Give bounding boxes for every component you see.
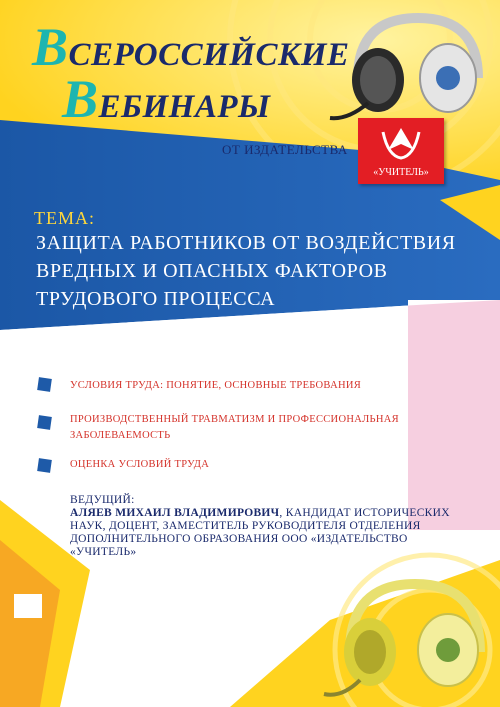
host-line: ДОПОЛНИТЕЛЬНОГО ОБРАЗОВАНИЯ ООО «ИЗДАТЕЛЬСТВО [70, 533, 408, 545]
topic-text: ПРОИЗВОДСТВЕННЫЙ ТРАВМАТИЗМ И ПРОФЕССИОНАЛЬНАЯ [70, 414, 399, 425]
host-title: , КАНДИДАТ ИСТОРИЧЕСКИХ [279, 507, 450, 519]
bullet-square-icon [37, 415, 52, 430]
topic-text: ОЦЕНКА УСЛОВИЙ ТРУДА [70, 459, 210, 470]
topic-item [70, 412, 399, 445]
theme-label: ТЕМА: [34, 208, 95, 228]
host-line: «УЧИТЕЛЬ» [70, 546, 137, 558]
topic-item [70, 378, 361, 394]
publisher-label: ОТ ИЗДАТЕЛЬСТВА [222, 142, 348, 157]
theme-title-line: ВРЕДНЫХ И ОПАСНЫХ ФАКТОРОВ [36, 260, 388, 282]
logo-text: «УЧИТЕЛЬ» [373, 167, 429, 178]
topic-text: УСЛОВИЯ ТРУДА: ПОНЯТИЕ, ОСНОВНЫЕ ТРЕБОВАНИЯ [70, 380, 362, 391]
theme-title-line: ТРУДОВОГО ПРОЦЕССА [36, 288, 276, 310]
host-label: ВЕДУЩИЙ: [70, 494, 135, 506]
site-title-line2: ВЕБИНАРЫ [62, 69, 271, 129]
publisher-logo-icon [358, 118, 444, 184]
headphones-icon [320, 572, 490, 702]
theme-title-line: ЗАЩИТА РАБОТНИКОВ ОТ ВОЗДЕЙСТВИЯ [36, 232, 456, 254]
bullet-square-icon [37, 458, 52, 473]
topic-text: ЗАБОЛЕВАЕМОСТЬ [70, 430, 171, 442]
host-line [70, 508, 450, 520]
pink-block [408, 300, 500, 530]
headphones-icon [328, 8, 488, 128]
site-title-line1: ВСЕРОССИЙСКИЕ [32, 17, 350, 77]
bullet-square-icon [37, 377, 52, 392]
topic-item [70, 457, 209, 473]
host-line: НАУК, ДОЦЕНТ, ЗАМЕСТИТЕЛЬ РУКОВОДИТЕЛЯ ОТДЕЛЕНИЯ [70, 520, 421, 532]
host-name: АЛЯЕВ МИХАИЛ ВЛАДИМИРОВИЧ [70, 507, 280, 519]
corner-square [14, 594, 42, 618]
